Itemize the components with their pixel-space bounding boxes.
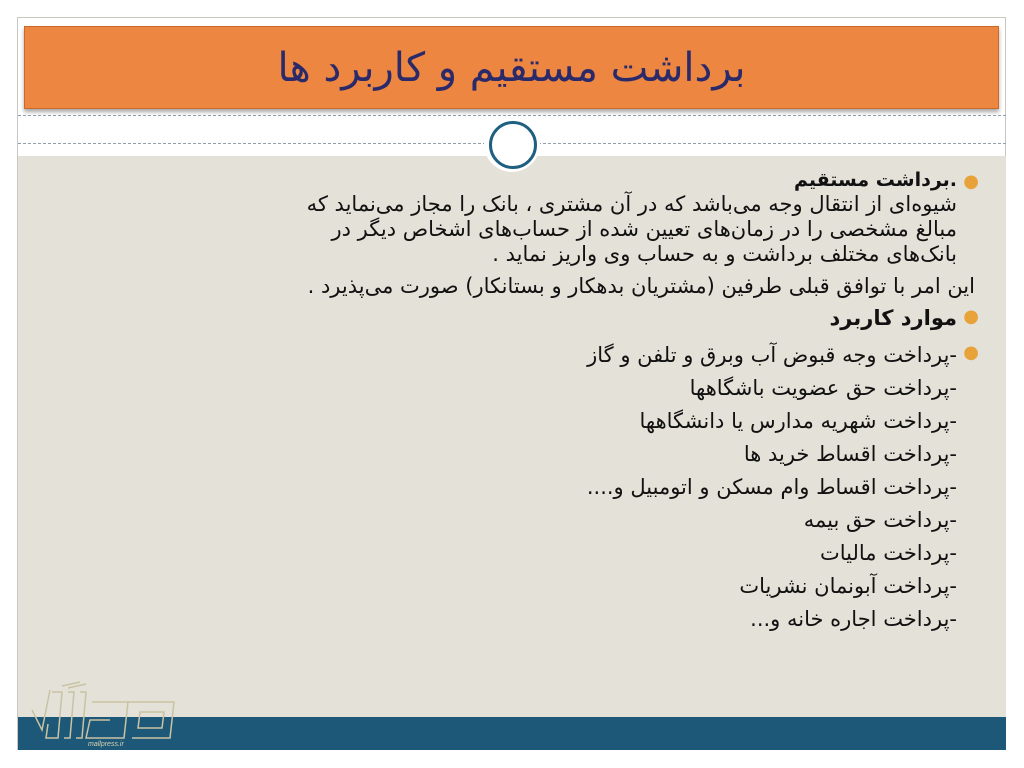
list-item: -پرداخت حق عضویت باشگاهها: [689, 376, 957, 400]
slide-title: برداشت مستقیم و کاربرد ها: [277, 45, 746, 91]
bullet-dot-icon: ●: [963, 306, 979, 327]
circle-ring-icon: [489, 121, 537, 169]
item-body-line: شیوه‌ای از انتقال وجه می‌باشد که در آن مشتری ، بانک را مجاز می‌نماید که: [306, 192, 957, 216]
bullet-dot-icon: ●: [963, 342, 979, 363]
list-item: -پرداخت اقساط وام مسکن و اتومبیل و....: [586, 475, 957, 499]
bullet-item-direct-debit: [60, 168, 985, 267]
bullet-item-payment-list: [60, 339, 985, 636]
list-item: -پرداخت اجاره خانه و...: [750, 607, 957, 631]
list-item: -پرداخت شهریه مدارس یا دانشگاهها: [639, 409, 957, 433]
item-heading: موارد کاربرد: [829, 306, 957, 330]
mallpress-logo-icon: [28, 680, 188, 750]
list-item: -پرداخت آبونمان نشریات: [739, 574, 957, 598]
list-item: -پرداخت مالیات: [819, 541, 957, 565]
item-heading: .برداشت مستقیم: [793, 169, 957, 191]
bullet-item-use-cases: [60, 303, 985, 333]
list-item: -پرداخت اقساط خرید ها: [743, 442, 957, 466]
title-bar: [24, 26, 999, 109]
item-body-line: مبالغ مشخصی را در زمان‌های تعیین شده از حساب‌های اشخاص دیگر در: [331, 217, 957, 241]
item-body-line: بانک‌های مختلف برداشت و به حساب وی واریز نماید .: [492, 242, 957, 266]
bullet-dot-icon: ●: [963, 171, 979, 192]
list-item: -پرداخت وجه قبوض آب وبرق و تلفن و گاز: [587, 343, 957, 367]
agreement-paragraph: این امر با توافق قبلی طرفین (مشتریان بدهکار و بستانکار) صورت می‌پذیرد .: [307, 274, 975, 298]
list-item: -پرداخت حق بیمه: [803, 508, 957, 532]
logo-text: mallpress.ir: [88, 741, 124, 748]
slide-content: [60, 168, 985, 636]
